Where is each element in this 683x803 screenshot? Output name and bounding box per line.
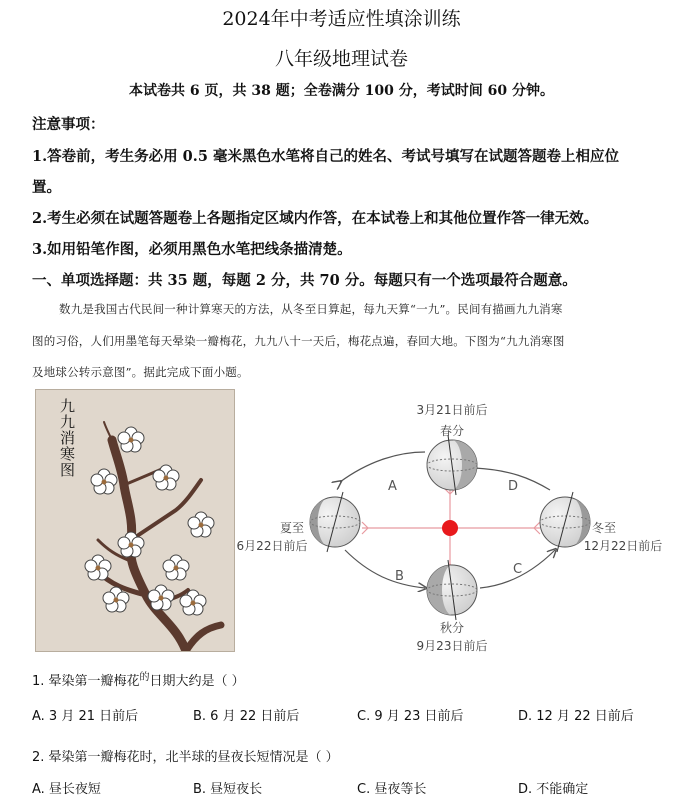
autumn-globe	[427, 560, 477, 620]
earth-orbit-diagram	[230, 390, 680, 664]
q1-option-b[interactable]: B. 6 月 22 日前后	[193, 709, 300, 724]
notes-heading: 注意事项：	[32, 116, 105, 133]
q2-option-c[interactable]: C. 昼夜等长	[357, 782, 427, 797]
spring-globe	[427, 435, 477, 495]
passage-line-3: 及地球公转示意图”。据此完成下面小题。	[32, 365, 249, 379]
summer-name: 夏至	[279, 521, 305, 535]
q1-option-d[interactable]: D. 12 月 22 日前后	[518, 709, 634, 724]
summer-date: 6月22日前后	[236, 539, 308, 553]
q2-option-b[interactable]: B. 昼短夜长	[193, 782, 263, 797]
arc-label-c: C	[513, 562, 523, 577]
q1-option-c[interactable]: C. 9 月 23 日前后	[357, 709, 464, 724]
orbit-arc-a	[340, 452, 425, 482]
spring-date: 3月21日前后	[416, 403, 488, 417]
winter-date: 12月22日前后	[583, 539, 663, 553]
arc-label-b: B	[395, 569, 404, 584]
orbit-svg	[230, 390, 680, 660]
spring-name: 春分	[439, 424, 465, 438]
question-1-stem-sup: 的	[139, 672, 150, 683]
exam-title: 2024年中考适应性填涂训练	[222, 8, 461, 30]
q1-option-a[interactable]: A. 3 月 21 日前后	[32, 709, 139, 724]
question-1-stem-a: 1. 晕染第一瓣梅花	[32, 674, 140, 689]
orbit-arc-b	[345, 550, 425, 588]
section-heading: 一、单项选择题：共 35 题，每题 2 分，共 70 分。每题只有一个选项最符合题意。	[32, 272, 577, 289]
arc-label-d: D	[508, 479, 519, 494]
arc-label-a: A	[388, 479, 397, 494]
autumn-date: 9月23日前后	[416, 639, 488, 653]
passage-line-2: 图的习俗，人们用墨笔每天晕染一瓣梅花，九九八十一天后，梅花点遍，春回大地。下图为“九九消寒图	[32, 334, 565, 348]
question-1	[32, 670, 245, 689]
question-1-stem-b: 日期大约是（ ）	[149, 674, 245, 689]
painting-title: 九九消寒图	[58, 398, 76, 478]
exam-info: 本试卷共 6 页，共 38 题；全卷满分 100 分，考试时间 60 分钟。	[129, 83, 554, 99]
sun	[442, 520, 458, 536]
question-2-stem: 2. 晕染第一瓣梅花时，北半球的昼夜长短情况是（ ）	[32, 750, 339, 765]
note-item-3: 3.如用铅笔作图，必须用黑色水笔把线条描清楚。	[32, 241, 352, 258]
passage-line-1: 数九是我国古代民间一种计算寒天的方法，从冬至日算起，每九天算“一九”。民间有描画九九消寒	[59, 302, 563, 316]
winter-name: 冬至	[591, 521, 617, 535]
note-item-1: 1.答卷前，考生务必用 0.5 毫米黑色水笔将自己的姓名、考试号填写在试题答题卷上相应位	[32, 148, 619, 165]
q2-option-a[interactable]: A. 昼长夜短	[32, 782, 101, 797]
note-item-2: 2.考生必须在试题答题卷上各题指定区域内作答，在本试卷上和其他位置作答一律无效。	[32, 210, 599, 227]
winter-globe	[540, 492, 590, 552]
autumn-name: 秋分	[439, 621, 465, 635]
note-item-1-cont: 置。	[32, 179, 61, 196]
exam-subtitle: 八年级地理试卷	[274, 48, 408, 70]
q2-option-d[interactable]: D. 不能确定	[518, 782, 589, 797]
summer-globe	[310, 492, 360, 552]
